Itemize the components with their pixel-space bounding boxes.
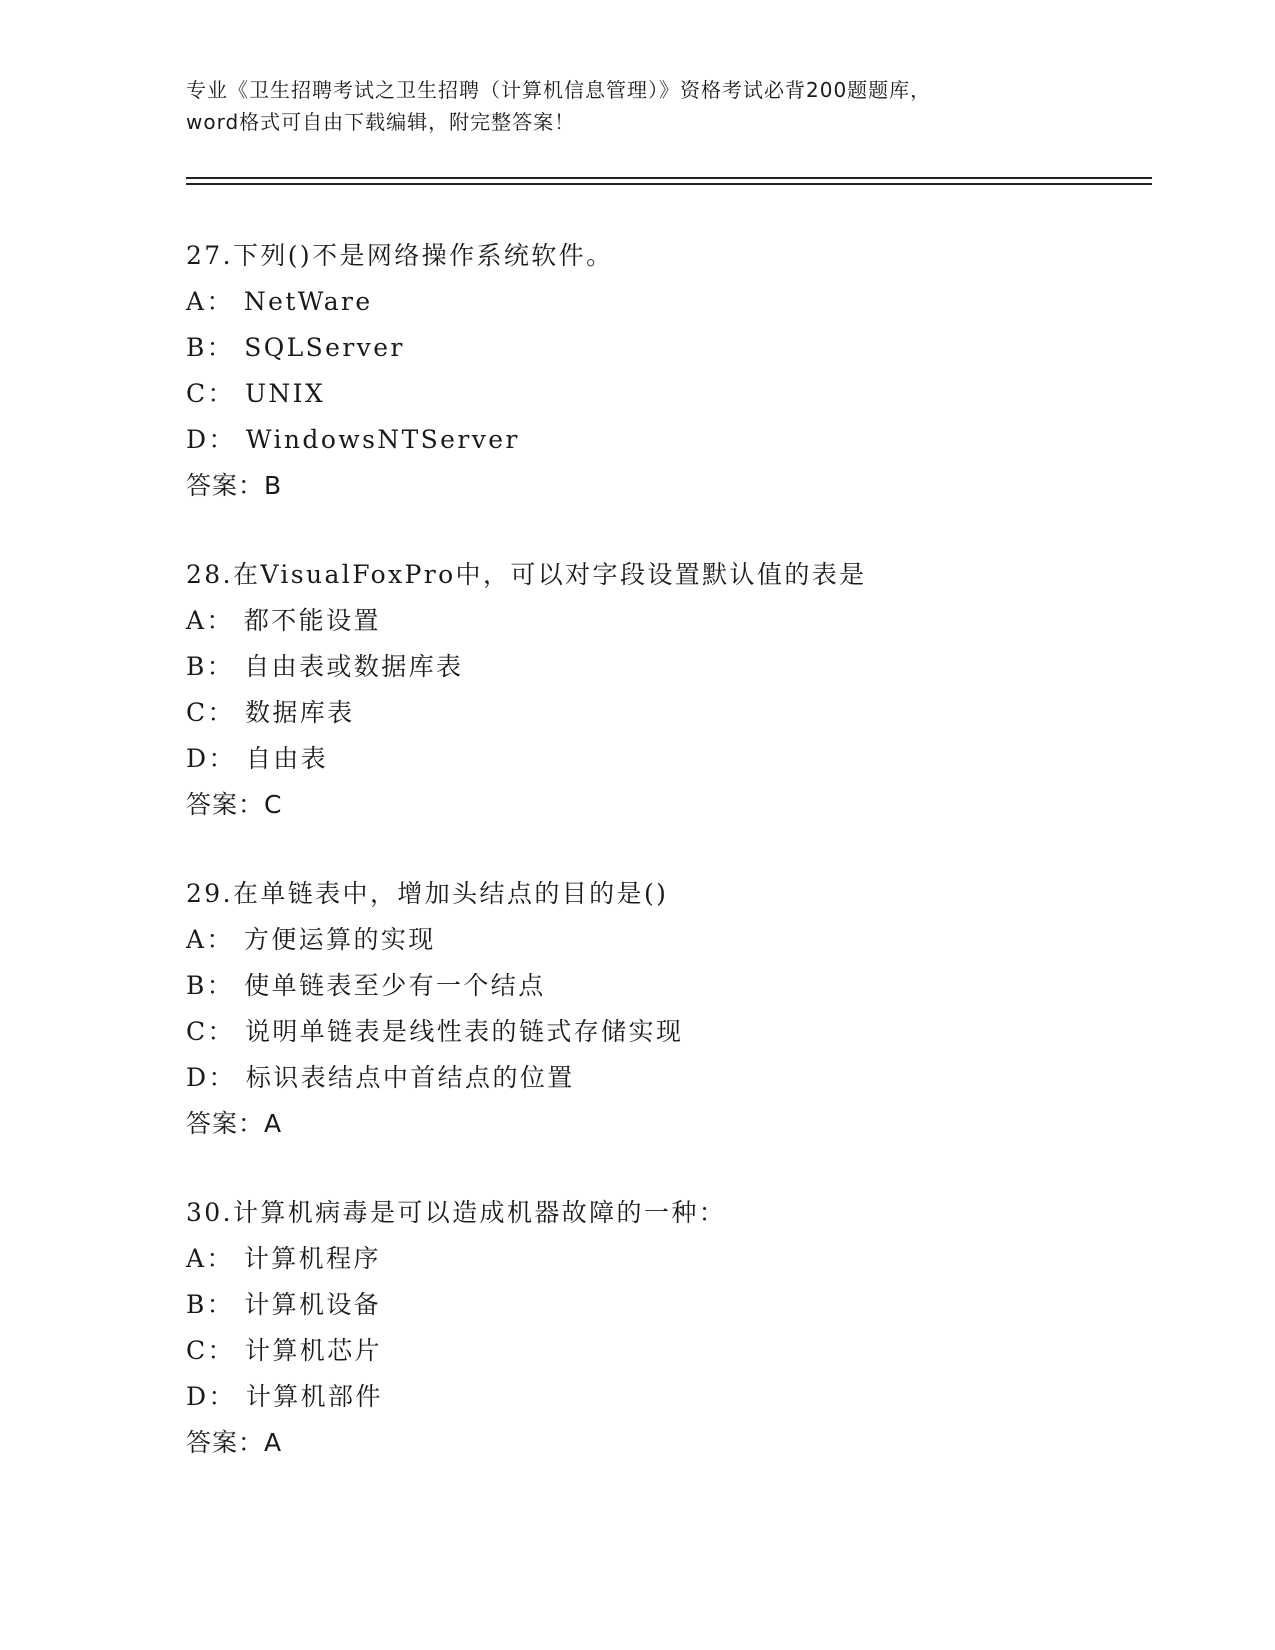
answer-line	[186, 463, 1136, 509]
option-letter: A	[186, 287, 207, 316]
option-separator: ：	[207, 698, 235, 727]
option-text: 计算机设备	[244, 1290, 382, 1319]
question-28	[186, 552, 1136, 871]
option-letter: B	[186, 971, 207, 1000]
option-separator: ：	[208, 744, 236, 773]
answer-label: 答案：	[186, 790, 265, 819]
question-29	[186, 871, 1136, 1190]
question-stem: 28.在VisualFoxPro中，可以对字段设置默认值的表是	[186, 560, 867, 589]
option-a	[186, 1236, 1136, 1282]
question-list	[186, 233, 1136, 1509]
option-separator: ：	[206, 606, 234, 635]
header-divider-bottom	[186, 183, 1152, 185]
option-letter: B	[186, 1290, 207, 1319]
option-text: UNIX	[244, 379, 326, 408]
option-text: 计算机程序	[243, 1244, 381, 1273]
option-separator: ：	[206, 652, 235, 681]
option-letter: A	[186, 606, 207, 635]
option-letter: C	[186, 698, 208, 727]
option-separator: ：	[207, 379, 235, 408]
option-separator: ：	[206, 1290, 235, 1319]
option-text: SQLServer	[244, 333, 405, 362]
answer-label: 答案：	[186, 1109, 265, 1138]
header-line-1: 专业《卫生招聘考试之卫生招聘（计算机信息管理）》资格考试必背200题题库，	[186, 78, 932, 102]
option-letter: C	[186, 1336, 208, 1365]
option-text: 计算机芯片	[244, 1336, 382, 1365]
option-separator: ：	[206, 333, 235, 362]
option-d	[186, 1055, 1136, 1101]
option-b	[186, 325, 1136, 371]
option-letter: D	[186, 744, 209, 773]
header-divider-top	[186, 177, 1152, 179]
option-letter: C	[186, 379, 208, 408]
question-stem: 27.下列()不是网络操作系统软件。	[186, 241, 614, 270]
option-d	[186, 417, 1136, 463]
option-a	[186, 598, 1136, 644]
document-header	[186, 74, 1086, 138]
option-letter: D	[186, 1063, 209, 1092]
option-d	[186, 736, 1136, 782]
option-separator: ：	[206, 1244, 234, 1273]
answer-value: A	[264, 1428, 283, 1457]
option-c	[186, 1009, 1136, 1055]
option-a	[186, 917, 1136, 963]
option-separator: ：	[206, 971, 235, 1000]
answer-line	[186, 1420, 1136, 1466]
option-letter: D	[186, 425, 209, 454]
option-b	[186, 644, 1136, 690]
option-separator: ：	[208, 1382, 236, 1411]
option-text: 自由表或数据库表	[244, 652, 464, 681]
option-letter: B	[186, 652, 207, 681]
header-line-2: word格式可自由下载编辑，附完整答案！	[186, 110, 576, 134]
option-c	[186, 1328, 1136, 1374]
answer-line	[186, 1101, 1136, 1147]
option-text: 方便运算的实现	[243, 925, 436, 954]
answer-value: B	[264, 471, 283, 500]
option-text: 计算机部件	[245, 1382, 383, 1411]
answer-value: A	[264, 1109, 283, 1138]
option-text: 说明单链表是线性表的链式存储实现	[244, 1017, 684, 1046]
question-30	[186, 1190, 1136, 1509]
option-letter: C	[186, 1017, 208, 1046]
answer-label: 答案：	[186, 1428, 265, 1457]
option-text: 自由表	[245, 744, 329, 773]
option-separator: ：	[206, 925, 234, 954]
option-text: 标识表结点中首结点的位置	[245, 1063, 575, 1092]
option-text: NetWare	[243, 287, 373, 316]
option-letter: A	[186, 925, 207, 954]
option-separator: ：	[208, 425, 236, 454]
option-text: 使单链表至少有一个结点	[244, 971, 546, 1000]
option-b	[186, 1282, 1136, 1328]
option-a	[186, 279, 1136, 325]
option-separator: ：	[207, 1336, 235, 1365]
option-text: WindowsNTServer	[245, 425, 520, 454]
question-stem: 29.在单链表中，增加头结点的目的是()	[186, 879, 669, 908]
option-letter: B	[186, 333, 207, 362]
option-text: 数据库表	[244, 698, 355, 727]
option-c	[186, 690, 1136, 736]
option-d	[186, 1374, 1136, 1420]
answer-line	[186, 782, 1136, 828]
answer-value: C	[264, 790, 283, 819]
option-b	[186, 963, 1136, 1009]
option-c	[186, 371, 1136, 417]
option-separator: ：	[207, 1017, 235, 1046]
option-letter: A	[186, 1244, 207, 1273]
answer-label: 答案：	[186, 471, 265, 500]
option-text: 都不能设置	[243, 606, 381, 635]
option-separator: ：	[208, 1063, 236, 1092]
question-stem: 30.计算机病毒是可以造成机器故障的一种：	[186, 1198, 727, 1227]
option-separator: ：	[206, 287, 234, 316]
option-letter: D	[186, 1382, 209, 1411]
question-27	[186, 233, 1136, 552]
